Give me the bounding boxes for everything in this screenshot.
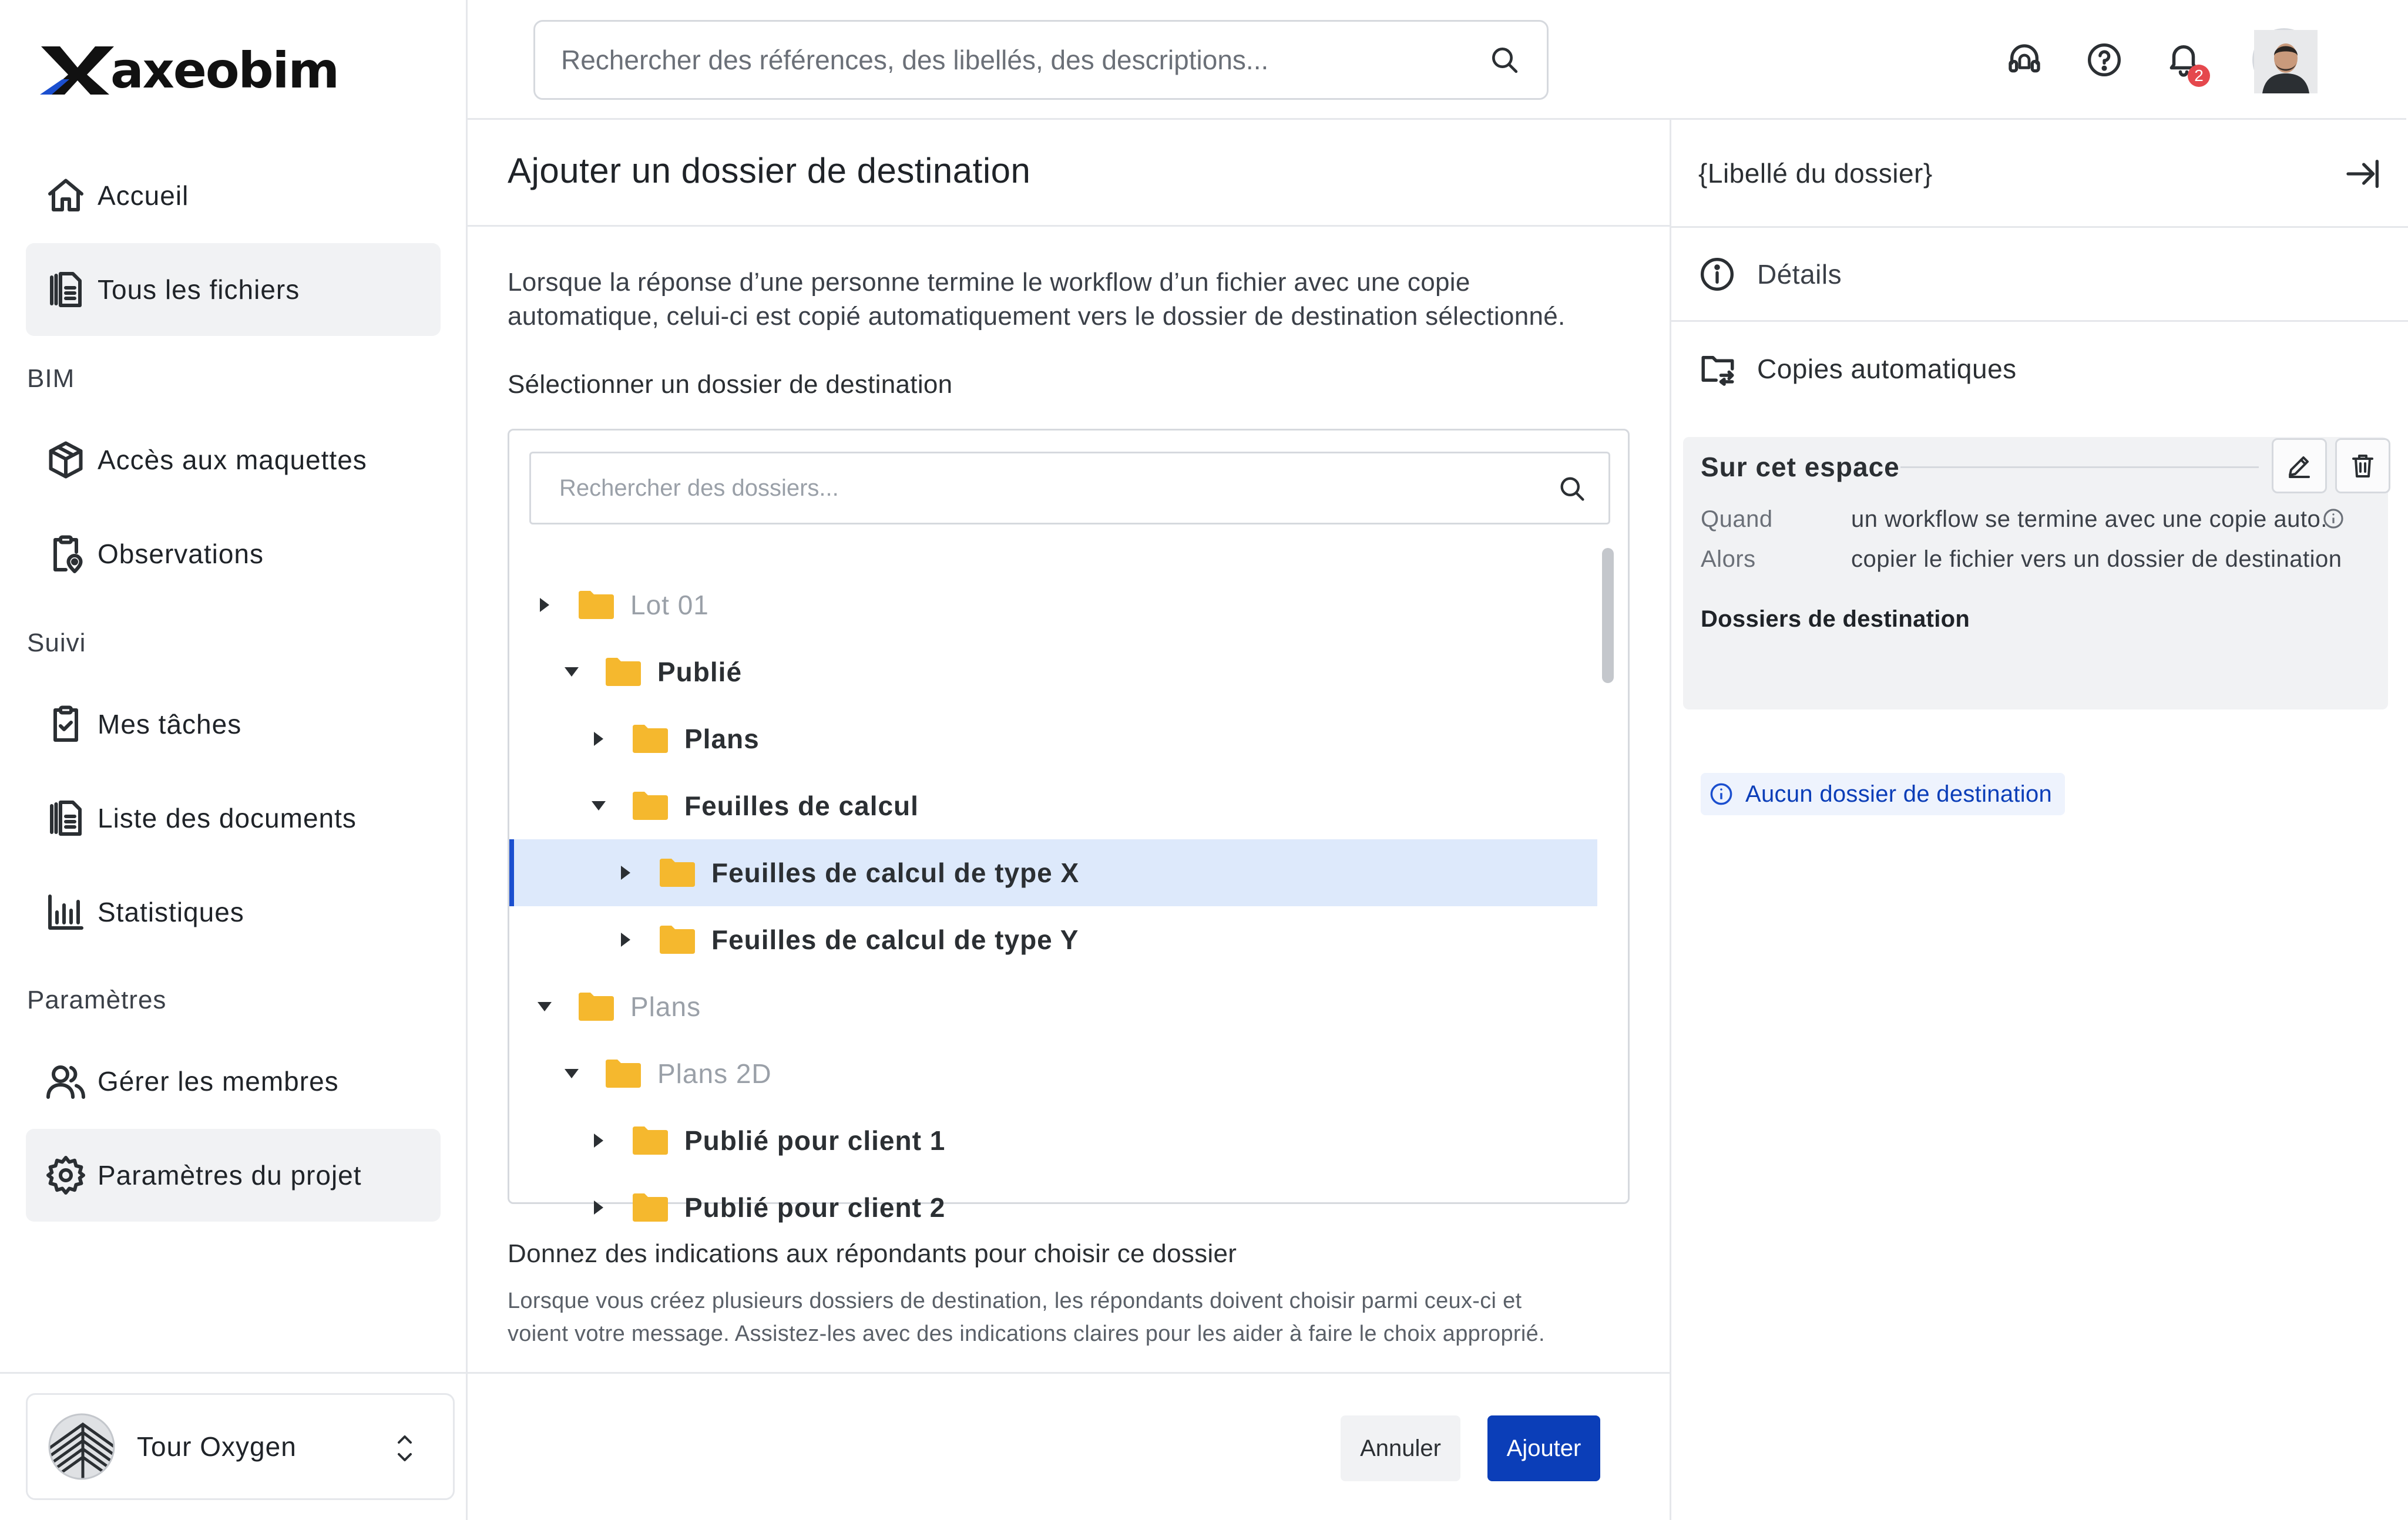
sidebar-item-acces-maquettes[interactable] bbox=[26, 413, 441, 506]
hint-title: Donnez des indications aux répondants pour choisir ce dossier bbox=[508, 1239, 1237, 1268]
copies-row[interactable] bbox=[1671, 322, 2408, 416]
project-switcher[interactable] bbox=[26, 1393, 455, 1500]
sidebar-item-parametres-projet[interactable] bbox=[26, 1129, 441, 1222]
caret-right-icon[interactable] bbox=[535, 596, 554, 614]
card-title-rule bbox=[1900, 466, 2259, 468]
edit-button[interactable] bbox=[2272, 438, 2327, 493]
tree-item-feuilles-de-calcul[interactable] bbox=[509, 772, 1597, 839]
no-destination-text: Aucun dossier de destination bbox=[1745, 781, 2053, 807]
auto-copy-rule-card bbox=[1683, 437, 2388, 807]
notifications-button[interactable] bbox=[2164, 39, 2211, 92]
tree-item-plans[interactable] bbox=[509, 705, 1597, 772]
sidebar bbox=[0, 0, 468, 1520]
info-icon bbox=[1709, 782, 1734, 806]
tree-item-label: Lot 01 bbox=[630, 590, 709, 620]
gear-icon bbox=[45, 1154, 87, 1196]
caret-down-icon[interactable] bbox=[535, 997, 554, 1016]
copies-label: Copies automatiques bbox=[1757, 354, 2017, 384]
card-title: Sur cet espace bbox=[1701, 452, 1900, 482]
sidebar-item-label: Paramètres du projet bbox=[98, 1160, 362, 1191]
files-icon bbox=[45, 268, 87, 311]
sidebar-item-label: Accueil bbox=[98, 180, 189, 211]
then-value: copier le fichier vers un dossier de destination bbox=[1851, 546, 2342, 572]
tree-item-label: Publié bbox=[657, 657, 743, 687]
sidebar-item-gerer-membres[interactable] bbox=[26, 1035, 441, 1128]
tree-item-label: Feuilles de calcul bbox=[684, 791, 919, 821]
intro-line-2: automatique, celui-ci est copié automatiquement vers le dossier de destination sélectionné. bbox=[508, 302, 1566, 331]
details-label: Détails bbox=[1757, 258, 1842, 290]
info-icon bbox=[1698, 255, 1736, 293]
folder-icon bbox=[659, 857, 696, 888]
details-row[interactable] bbox=[1671, 228, 2408, 322]
caret-right-icon[interactable] bbox=[616, 863, 635, 882]
when-value: un workflow se termine avec une copie auto. bbox=[1851, 506, 2328, 532]
sidebar-item-statistiques[interactable] bbox=[26, 866, 441, 959]
folder-search-input[interactable] bbox=[559, 475, 1499, 502]
tree-item-label: Feuilles de calcul de type X bbox=[711, 857, 1080, 888]
search-icon[interactable] bbox=[1557, 473, 1587, 504]
folder-tree-panel bbox=[508, 429, 1630, 1223]
folder-icon bbox=[604, 657, 642, 687]
folder-icon bbox=[577, 991, 615, 1022]
section-label-parametres: Paramètres bbox=[27, 986, 167, 1014]
notification-badge: 2 bbox=[2188, 65, 2210, 87]
folder-icon bbox=[659, 924, 696, 955]
user-avatar[interactable] bbox=[2252, 28, 2316, 92]
folder-icon bbox=[577, 590, 615, 620]
caret-right-icon[interactable] bbox=[589, 729, 608, 748]
users-icon bbox=[45, 1060, 87, 1102]
avatar bbox=[2254, 30, 2318, 93]
search-input[interactable] bbox=[561, 44, 1442, 76]
tree-item-label: Plans bbox=[630, 991, 701, 1022]
sidebar-item-tous-les-fichiers[interactable] bbox=[26, 243, 441, 336]
details-panel bbox=[1670, 120, 2406, 1520]
tree-item-plans-2d[interactable] bbox=[509, 1040, 1597, 1107]
then-key: Alors bbox=[1701, 546, 1756, 572]
logo-text: axeobim bbox=[110, 42, 338, 99]
tree-item-label: Feuilles de calcul de type Y bbox=[711, 924, 1079, 955]
sidebar-item-label: Statistiques bbox=[98, 897, 244, 927]
delete-button[interactable] bbox=[2335, 438, 2390, 493]
folder-icon bbox=[632, 791, 669, 821]
logo-mark-icon bbox=[39, 44, 115, 97]
panel-header bbox=[1671, 120, 2408, 228]
clipboard-pin-icon bbox=[45, 533, 87, 575]
trash-icon bbox=[2349, 452, 2377, 480]
tree-item-feuilles-de-calcul-de-type-y[interactable] bbox=[509, 906, 1597, 973]
intro-line-1: Lorsque la réponse d’une personne termine le workflow d’un fichier avec une copie bbox=[508, 268, 1470, 297]
folder-icon bbox=[632, 1125, 669, 1156]
section-label-bim: BIM bbox=[27, 364, 75, 393]
tree-item-publie-pour-client-1[interactable] bbox=[509, 1107, 1597, 1174]
section-label-suivi: Suivi bbox=[27, 628, 86, 657]
tree-item-publie-pour-client-2[interactable] bbox=[509, 1174, 1597, 1241]
files-icon bbox=[45, 797, 87, 839]
caret-down-icon[interactable] bbox=[562, 1064, 581, 1083]
footer-divider bbox=[468, 1372, 1670, 1374]
sidebar-divider bbox=[0, 1372, 468, 1374]
tree-item-label: Plans bbox=[684, 724, 760, 754]
pencil-icon bbox=[2285, 452, 2313, 480]
project-avatar bbox=[48, 1413, 116, 1481]
caret-down-icon[interactable] bbox=[562, 663, 581, 681]
add-button[interactable]: Ajouter bbox=[1487, 1415, 1600, 1481]
project-name: Tour Oxygen bbox=[137, 1431, 297, 1462]
sidebar-item-accueil[interactable] bbox=[26, 149, 441, 242]
folder-sync-icon bbox=[1698, 349, 1737, 388]
hint-line-2: voient votre message. Assistez-les avec des indications claires pour les aider à faire le choix approprié. bbox=[508, 1321, 1545, 1346]
headset-icon[interactable] bbox=[2006, 41, 2043, 79]
caret-down-icon[interactable] bbox=[589, 796, 608, 815]
sidebar-item-label: Tous les fichiers bbox=[98, 274, 300, 305]
panel-title: {Libellé du dossier} bbox=[1698, 157, 1933, 189]
main-panel bbox=[468, 120, 1670, 1520]
tree-scrollbar[interactable] bbox=[1602, 548, 1614, 683]
sidebar-item-label: Mes tâches bbox=[98, 709, 242, 739]
sidebar-item-liste-documents[interactable] bbox=[26, 772, 441, 865]
top-bar bbox=[468, 0, 2406, 120]
search-icon[interactable] bbox=[1488, 43, 1521, 76]
tree-item-feuilles-de-calcul-de-type-x[interactable] bbox=[509, 839, 1597, 906]
close-panel-icon[interactable] bbox=[2343, 155, 2381, 193]
tree-item-label: Plans 2D bbox=[657, 1058, 772, 1089]
caret-right-icon[interactable] bbox=[589, 1198, 608, 1217]
app-logo[interactable] bbox=[39, 41, 415, 100]
hint-line-1: Lorsque vous créez plusieurs dossiers de destination, les répondants doivent choisir parmi ceux-ci et bbox=[508, 1289, 1522, 1313]
when-key: Quand bbox=[1701, 506, 1773, 532]
folder-icon bbox=[604, 1058, 642, 1089]
tree-item-publie[interactable] bbox=[509, 638, 1597, 705]
sidebar-item-label: Gérer les membres bbox=[98, 1066, 339, 1097]
no-destination-notice bbox=[1701, 773, 2065, 815]
select-folder-label: Sélectionner un dossier de destination bbox=[508, 370, 953, 399]
help-icon[interactable] bbox=[2085, 41, 2123, 79]
bar-chart-icon bbox=[45, 891, 87, 933]
sidebar-item-observations[interactable] bbox=[26, 507, 441, 600]
folder-search[interactable] bbox=[529, 452, 1610, 524]
tree-item-plans[interactable] bbox=[509, 973, 1597, 1040]
tree-item-lot-01[interactable] bbox=[509, 571, 1597, 638]
cancel-button[interactable]: Annuler bbox=[1341, 1415, 1460, 1481]
sidebar-item-label: Accès aux maquettes bbox=[98, 445, 367, 475]
info-icon[interactable] bbox=[2322, 507, 2345, 530]
tree-item-label: Publié pour client 1 bbox=[684, 1125, 946, 1156]
folder-icon bbox=[632, 1192, 669, 1223]
cube-icon bbox=[45, 439, 87, 481]
destination-folders-title: Dossiers de destination bbox=[1701, 606, 1970, 632]
sidebar-item-label: Liste des documents bbox=[98, 803, 357, 833]
caret-right-icon[interactable] bbox=[589, 1131, 608, 1150]
tree-item-label: Publié pour client 2 bbox=[684, 1192, 946, 1223]
sidebar-item-mes-taches[interactable] bbox=[26, 678, 441, 771]
main-header bbox=[468, 120, 1670, 227]
sidebar-item-label: Observations bbox=[98, 539, 264, 569]
caret-right-icon[interactable] bbox=[616, 930, 635, 949]
chevron-up-down-icon bbox=[391, 1431, 419, 1466]
home-icon bbox=[45, 174, 87, 217]
clipboard-check-icon bbox=[45, 703, 87, 745]
folder-icon bbox=[632, 724, 669, 754]
global-search[interactable] bbox=[533, 20, 1549, 100]
page-title: Ajouter un dossier de destination bbox=[508, 151, 1031, 190]
